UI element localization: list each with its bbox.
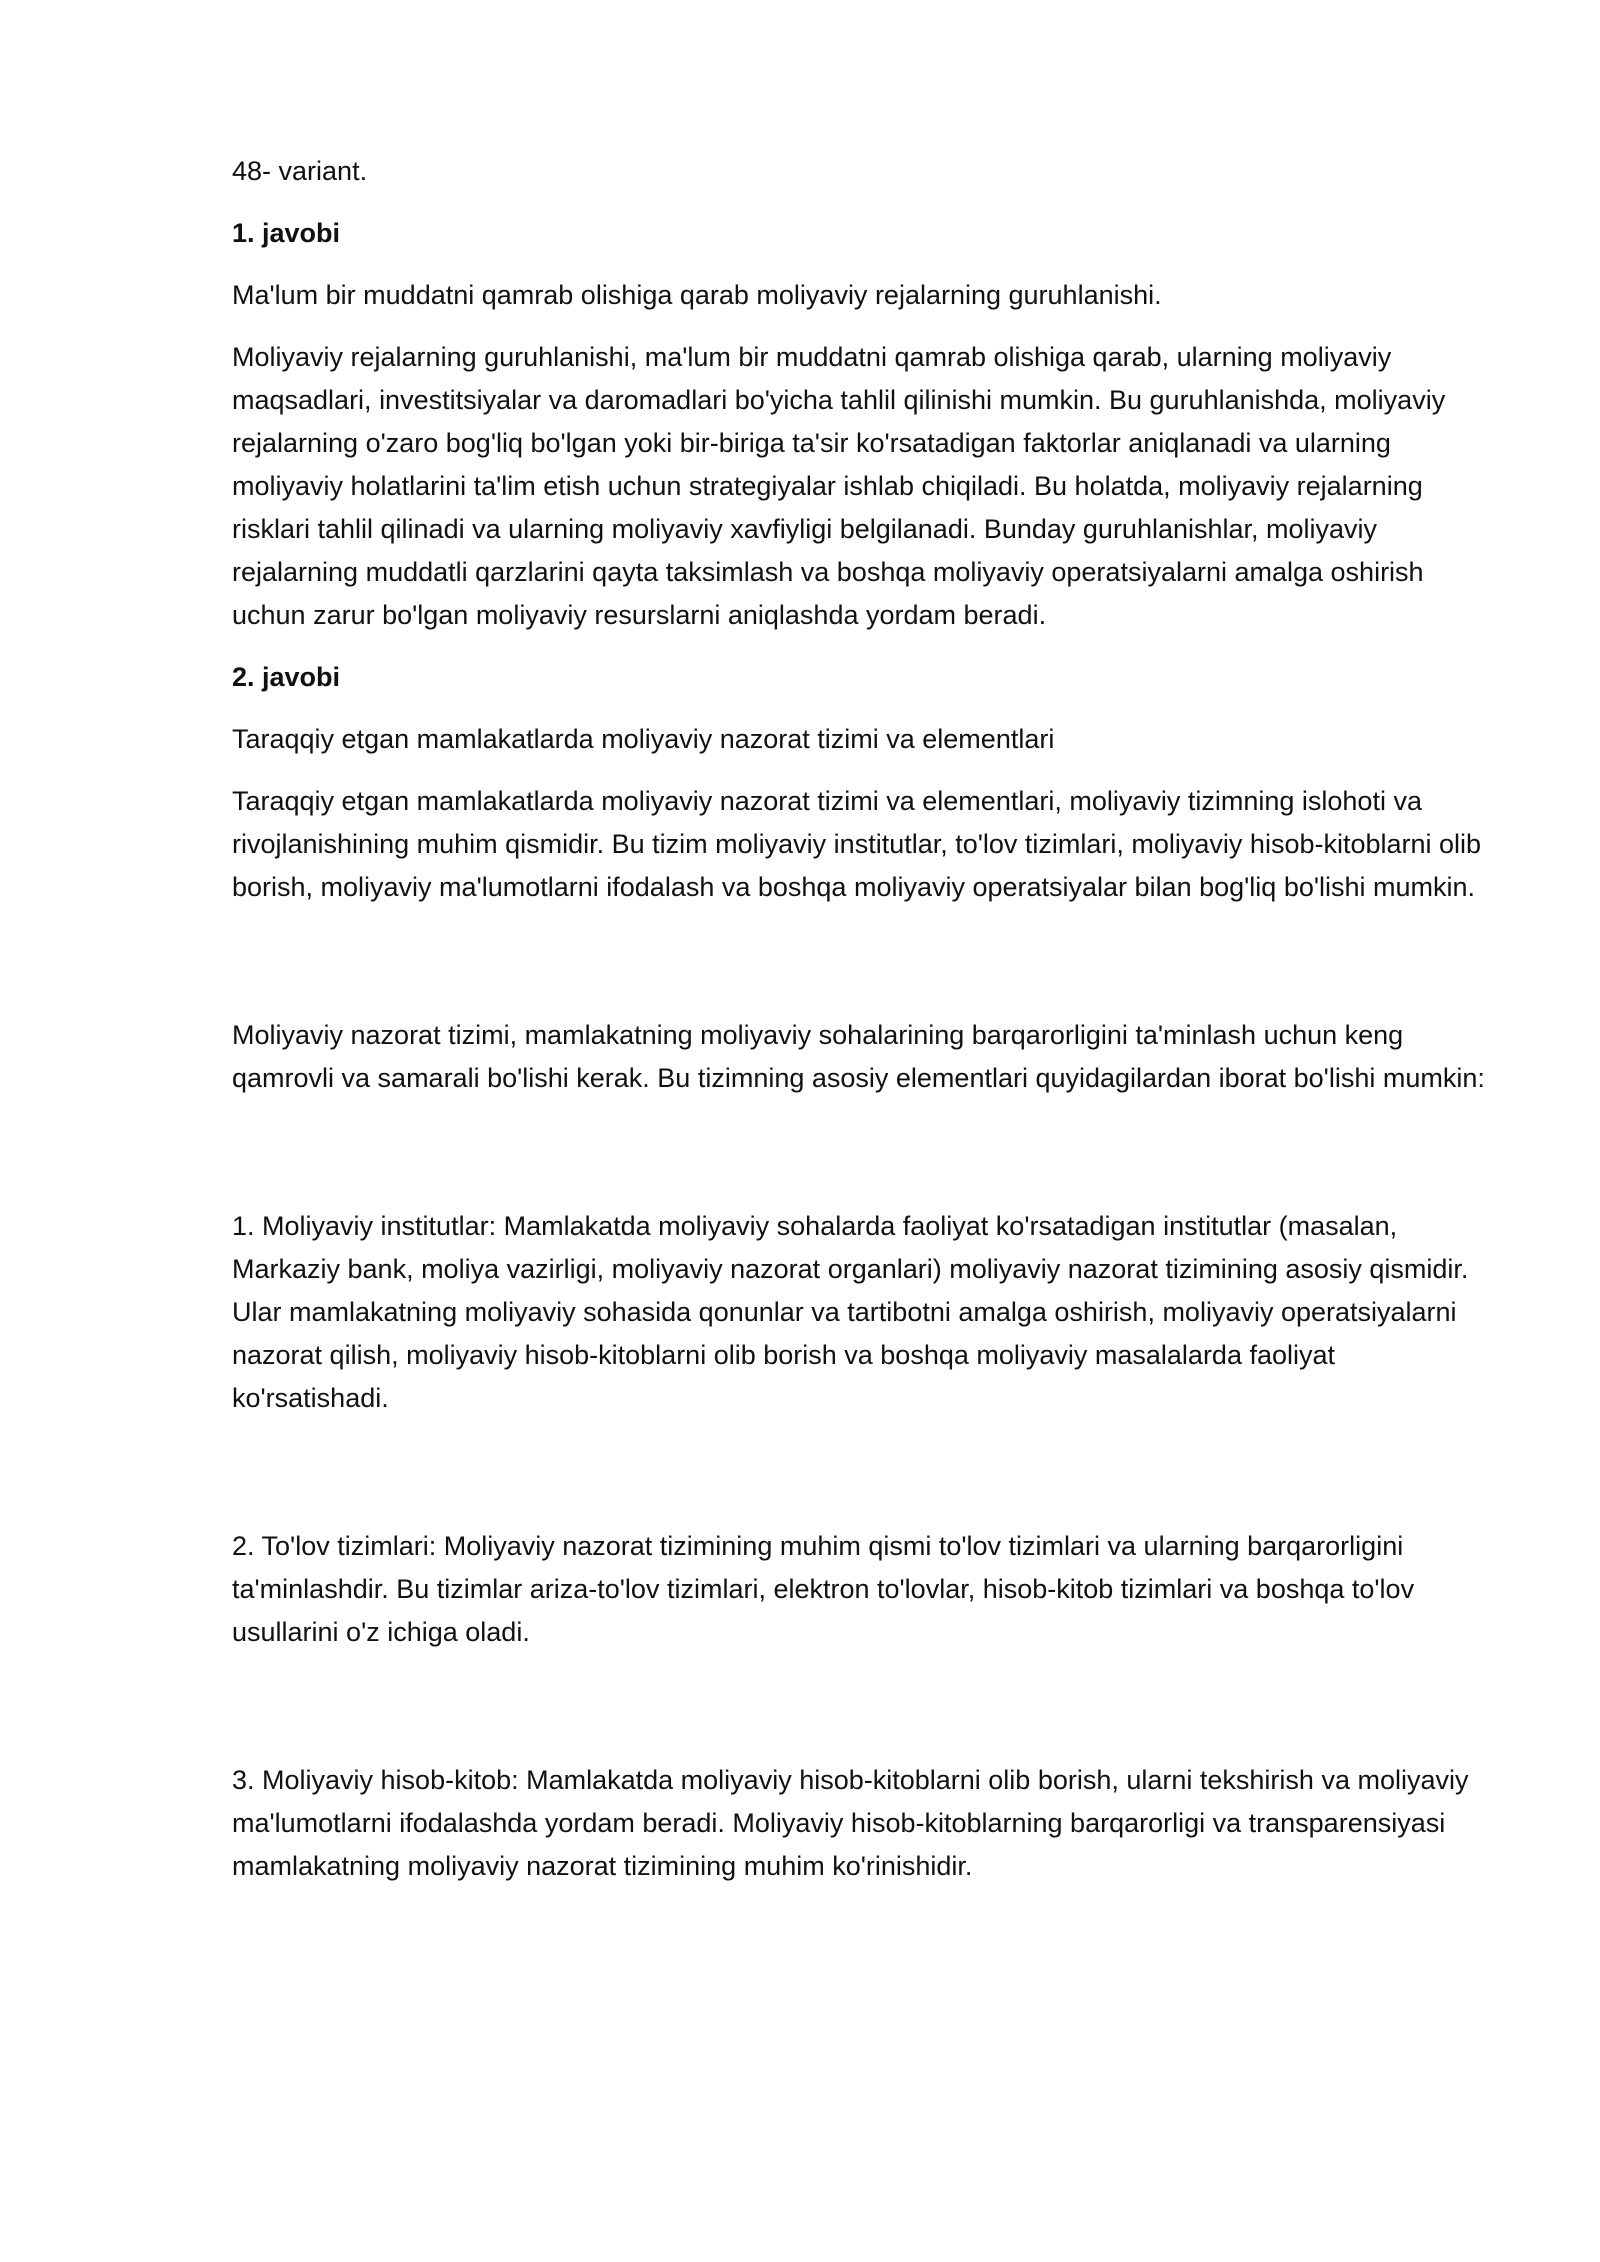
answer-1-subtitle: Ma'lum bir muddatni qamrab olishiga qarab moliyaviy rejalarning guruhlanishi. xyxy=(232,280,1162,310)
answer-2-paragraph-1: Taraqqiy etgan mamlakatlarda moliyaviy nazorat tizimi va elementlari, moliyaviy tizimning islohoti va rivojlanishining muhim qismidir. Bu tizim moliyaviy institutlar, to'lov tizimlari, moliyaviy hisob-kitoblarni olib borish, moliyaviy ma'lumotlarni ifodalash va boshqa moliyaviy operatsiyalar bilan bog'liq bo'lishi mumkin. xyxy=(232,786,1482,902)
answer-2-heading: 2. javobi xyxy=(232,662,341,692)
answer-2-paragraph-2: Moliyaviy nazorat tizimi, mamlakatning moliyaviy sohalarining barqarorligini ta'minlash uchun keng qamrovli va samarali bo'lishi kerak. Bu tizimning asosiy elementlari quyidagilardan iborat bo'lishi mumkin: xyxy=(232,1020,1485,1093)
list-item-accounting: 3. Moliyaviy hisob-kitob: Mamlakatda moliyaviy hisob-kitoblarni olib borish, ularni tekshirish va moliyaviy ma'lumotlarni ifodalashda yordam beradi. Moliyaviy hisob-kitoblarning barqarorligi va transparensiyasi mamlakatning moliyaviy nazorat tizimining muhim ko'rinishidir. xyxy=(232,1765,1469,1881)
variant-label: 48- variant. xyxy=(232,156,368,186)
answer-2-subtitle: Taraqqiy etgan mamlakatlarda moliyaviy nazorat tizimi va elementlari xyxy=(232,724,1055,754)
answer-1-heading: 1. javobi xyxy=(232,218,341,248)
list-item-institutions: 1. Moliyaviy institutlar: Mamlakatda moliyaviy sohalarda faoliyat ko'rsatadigan institutlar (masalan, Markaziy bank, moliya vazirligi, moliyaviy nazorat organlari) moliyaviy nazorat tizimining asosiy qismidir. Ular mamlakatning moliyaviy sohasida qonunlar va tartibotni amalga oshirish, moliyaviy operatsiyalarni nazorat qilish, moliyaviy hisob-kitoblarni olib borish va boshqa moliyaviy masalalarda faoliyat ko'rsatishadi. xyxy=(232,1211,1469,1413)
document-content xyxy=(232,150,1492,1907)
list-item-payment-systems: 2. To'lov tizimlari: Moliyaviy nazorat tizimining muhim qismi to'lov tizimlari va ularning barqarorligini ta'minlashdir. Bu tizimlar ariza-to'lov tizimlari, elektron to'lovlar, hisob-kitob tizimlari va boshqa to'lov usullarini o'z ichiga oladi. xyxy=(232,1531,1415,1647)
answer-1-paragraph: Moliyaviy rejalarning guruhlanishi, ma'lum bir muddatni qamrab olishiga qarab, ularning moliyaviy maqsadlari, investitsiyalar va daromadlari bo'yicha tahlil qilinishi mumkin. Bu guruhlanishda, moliyaviy rejalarning o'zaro bog'liq bo'lgan yoki bir-biriga ta'sir ko'rsatadigan faktorlar aniqlanadi va ularning moliyaviy holatlarini ta'lim etish uchun strategiyalar ishlab chiqiladi. Bu holatda, moliyaviy rejalarning risklari tahlil qilinadi va ularning moliyaviy xavfiyligi belgilanadi. Bunday guruhlanishlar, moliyaviy rejalarning muddatli qarzlarini qayta taksimlash va boshqa moliyaviy operatsiyalarni amalga oshirish uchun zarur bo'lgan moliyaviy resurslarni aniqlashda yordam beradi. xyxy=(232,342,1446,630)
